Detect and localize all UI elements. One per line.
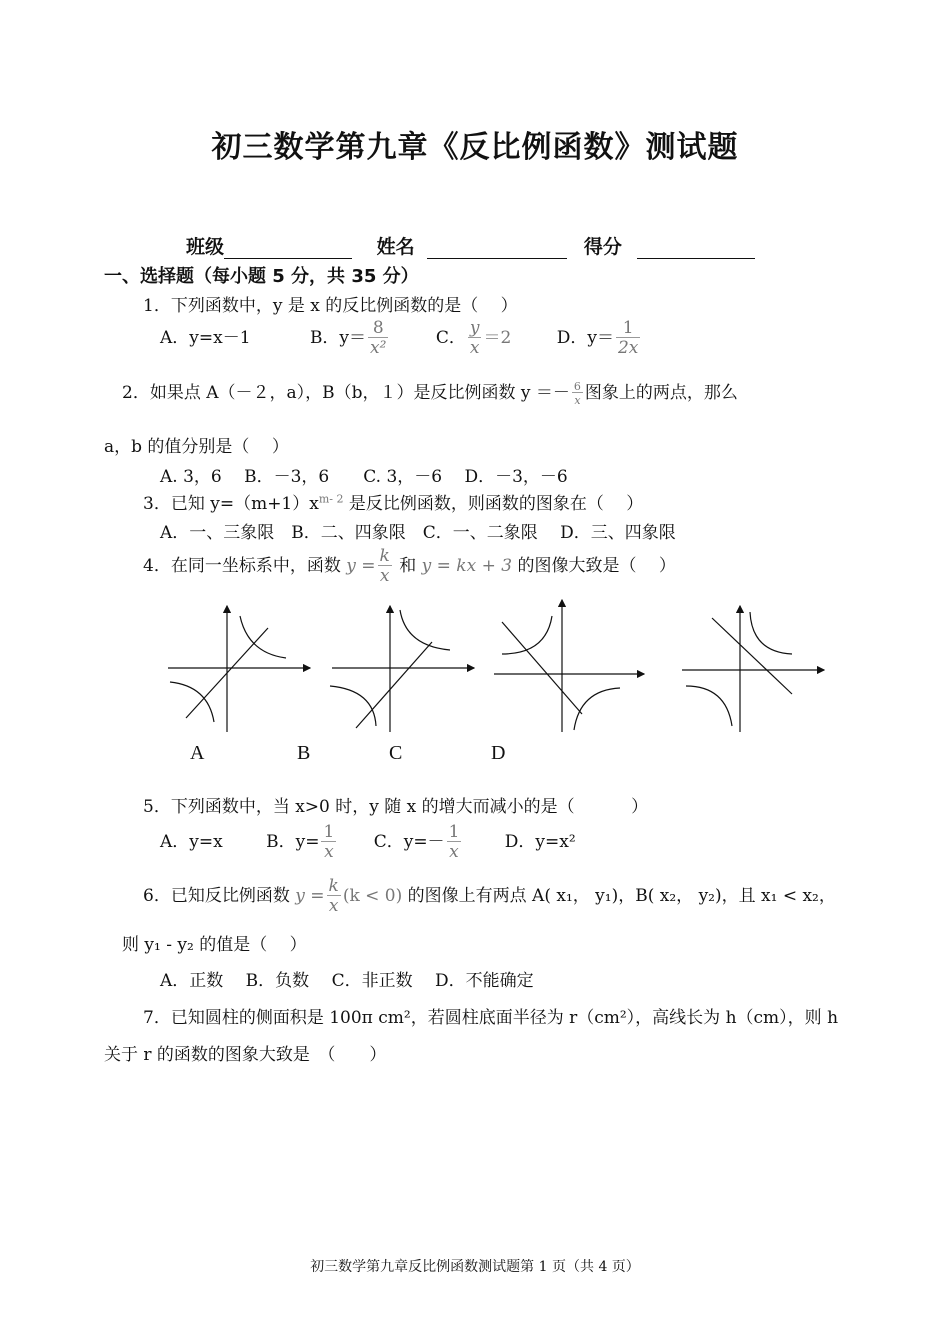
graph-label-a: A	[190, 742, 205, 764]
question-2-stem-cont: a，b 的值分别是（ ）	[104, 437, 289, 457]
graph-label-c: C	[389, 742, 403, 764]
question-1-options	[160, 320, 642, 357]
question-3-stem: 3．已知 $y=(m+1)x^{m- 2}$ 是反比例函数，则函数的图象在（ ）	[143, 492, 644, 514]
q1-option-c: C． $\frac{y}{x}$ ＝2	[435, 318, 512, 358]
class-blank[interactable]	[224, 238, 352, 259]
q1-option-a: A．y=x－1	[160, 328, 251, 348]
graph-label-d: D	[491, 742, 506, 764]
page-title: 初三数学第九章《反比例函数》测试题	[211, 130, 739, 165]
graph-a[interactable]	[168, 606, 310, 732]
question-6-options: A．正数 B．负数 C．非正数 D．不能确定	[160, 971, 534, 991]
question-5-options	[160, 824, 576, 861]
name-label: 姓名	[376, 236, 415, 258]
question-2-stem: 2．如果点 A（－２，a），B（b，１）是反比例函数 y ＝－ $\frac{6}{x}$ 图象上的两点，那么	[122, 380, 738, 407]
student-info-row	[186, 232, 755, 259]
question-1-stem: 1．下列函数中，y 是 x 的反比例函数的是（ ）	[143, 296, 518, 316]
question-3-options: A．一、三象限 B．二、四象限 C．一、二象限 D．三、四象限	[160, 523, 676, 543]
score-label: 得分	[583, 236, 622, 258]
graph-b[interactable]	[330, 606, 474, 732]
graph-d[interactable]	[682, 606, 824, 732]
question-2-options: A. 3，6 B．－3，6 C. 3，－6 D．－3，－6	[160, 467, 568, 487]
class-label: 班级	[186, 236, 225, 258]
q1-option-d: D．y＝ $\frac{1}{2x}$	[556, 318, 639, 358]
q5-option-a: A．y=x	[160, 832, 223, 852]
score-blank[interactable]	[637, 238, 755, 259]
q5-option-c: C．y=－ $\frac{1}{x}$	[373, 822, 460, 862]
question-4-graphs	[160, 598, 830, 738]
graph-c[interactable]	[494, 600, 644, 732]
page-footer: 初三数学第九章反比例函数测试题第 1 页（共 4 页）	[310, 1259, 640, 1275]
question-6-stem: 6．已知反比例函数 y = $\frac{k}{x}$ (k < 0) 的图像上有两点 A( x₁， y₁)，B( x₂， y₂)，且 x₁ < x₂，	[143, 876, 836, 916]
question-4-stem: 4．在同一坐标系中，函数 y = $\frac{k}{x}$ 和 y = kx + 3 的图像大致是（ ）	[143, 546, 676, 586]
q1-option-b: B．y＝ $\frac{8}{\text{x²}}$	[309, 318, 387, 358]
q5-option-b: B．y= $\frac{1}{x}$	[266, 822, 335, 862]
section-heading: 一、选择题（每小题 5 分，共 35 分）	[104, 266, 419, 287]
question-6-stem-cont: 则 y₁ - y₂ 的值是（ ）	[122, 935, 307, 955]
name-blank[interactable]	[427, 238, 567, 259]
q5-option-d: D．y=x²	[504, 832, 576, 852]
question-7-stem: 7．已知圆柱的侧面积是 100π cm²，若圆柱底面半径为 r（cm²），高线长为 h（cm），则 h	[143, 1008, 839, 1028]
question-5-stem: 5．下列函数中，当 x>0 时，y 随 x 的增大而减小的是（ ）	[143, 797, 649, 817]
graph-label-b: B	[297, 742, 311, 764]
question-7-stem-cont: 关于 r 的函数的图象大致是 （ ）	[104, 1045, 387, 1065]
